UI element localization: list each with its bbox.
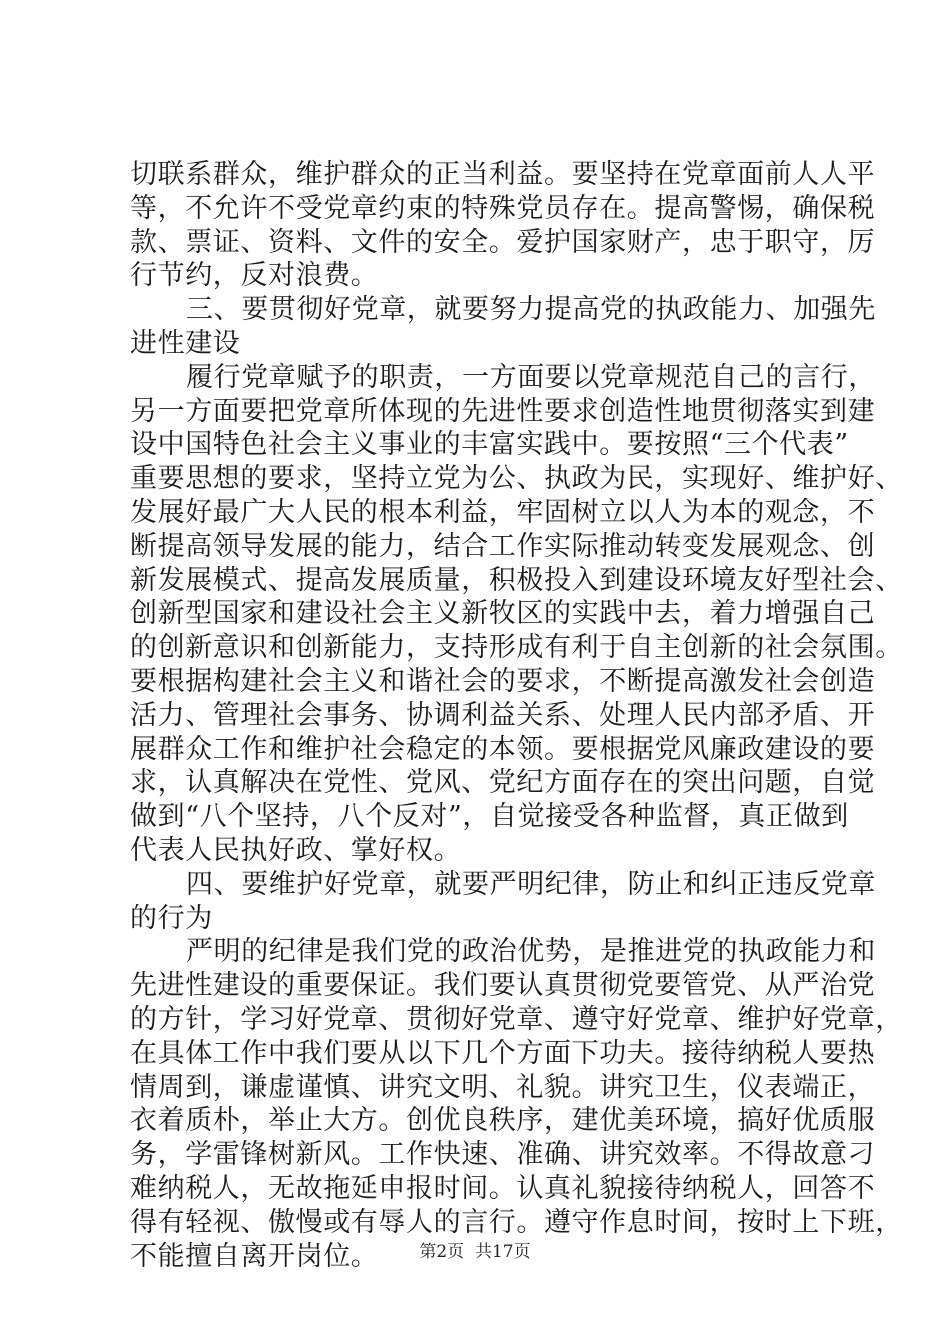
page-number-label: 第2页 共17页 <box>419 1242 531 1262</box>
text-line: 发展好最广大人民的根本利益，牢固树立以人为本的观念，不 <box>130 496 876 528</box>
text-line: 创新型国家和建设社会主义新牧区的实践中去，着力增强自己 <box>130 598 876 630</box>
text-line: 求，认真解决在党性、党风、党纪方面存在的突出问题，自觉 <box>130 767 876 799</box>
text-line: 情周到，谦虚谨慎、讲究文明、礼貌。讲究卫生，仪表端正， <box>130 1071 876 1103</box>
page-footer <box>0 1240 950 1264</box>
document-body <box>130 158 903 1273</box>
text-line: 款、票证、资料、文件的安全。爱护国家财产，忠于职守，厉 <box>130 226 876 258</box>
text-line: 得有轻视、傲慢或有辱人的言行。遵守作息时间，按时上下班， <box>130 1206 903 1238</box>
text-line: 等，不允许不受党章约束的特殊党员存在。提高警惕，确保税 <box>130 192 876 224</box>
text-line: 的行为 <box>130 902 213 934</box>
text-line: 重要思想的要求，坚持立党为公、执政为民，实现好、维护好、 <box>130 463 903 495</box>
text-line: 展群众工作和维护社会稳定的本领。要根据党风廉政建设的要 <box>130 733 876 765</box>
text-line: 先进性建设的重要保证。我们要认真贯彻党要管党、从严治党 <box>130 970 876 1002</box>
text-line: 三、要贯彻好党章，就要努力提高党的执政能力、加强先 <box>186 294 876 326</box>
text-line: 衣着质朴，举止大方。创优良秩序，建优美环境，搞好优质服 <box>130 1105 876 1137</box>
text-line: 要根据构建社会主义和谐社会的要求，不断提高激发社会创造 <box>130 665 876 697</box>
text-line: 新发展模式、提高发展质量，积极投入到建设环境友好型社会、 <box>130 564 903 596</box>
text-line: 行节约，反对浪费。 <box>130 260 379 292</box>
text-line: 进性建设 <box>130 327 241 359</box>
text-line: 难纳税人，无故拖延申报时间。认真礼貌接待纳税人，回答不 <box>130 1172 876 1204</box>
text-line: 履行党章赋予的职责，一方面要以党章规范自己的言行， <box>186 361 876 393</box>
text-line: 另一方面要把党章所体现的先进性要求创造性地贯彻落实到建 <box>130 395 876 427</box>
text-line: 设中国特色社会主义事业的丰富实践中。要按照“三个代表” <box>130 429 849 461</box>
text-line: 做到“八个坚持，八个反对”，自觉接受各种监督，真正做到 <box>130 801 849 833</box>
text-line: 活力、管理社会事务、协调利益关系、处理人民内部矛盾、开 <box>130 699 876 731</box>
text-line: 代表人民执好政、掌好权。 <box>130 834 462 866</box>
text-line: 四、要维护好党章，就要严明纪律，防止和纠正违反党章 <box>186 868 876 900</box>
text-line: 断提高领导发展的能力，结合工作实际推动转变发展观念、创 <box>130 530 876 562</box>
text-line: 的创新意识和创新能力，支持形成有利于自主创新的社会氛围。 <box>130 632 903 664</box>
text-line: 在具体工作中我们要从以下几个方面下功夫。接待纳税人要热 <box>130 1037 876 1069</box>
text-line: 切联系群众，维护群众的正当利益。要坚持在党章面前人人平 <box>130 159 876 190</box>
text-line: 严明的纪律是我们党的政治优势，是推进党的执政能力和 <box>186 936 876 968</box>
text-line: 的方针，学习好党章、贯彻好党章、遵守好党章、维护好党章， <box>130 1003 903 1035</box>
text-line: 不能擅自离开岗位。 <box>130 1240 379 1272</box>
text-line: 务，学雷锋树新风。工作快速、准确、讲究效率。不得故意刁 <box>130 1139 876 1171</box>
